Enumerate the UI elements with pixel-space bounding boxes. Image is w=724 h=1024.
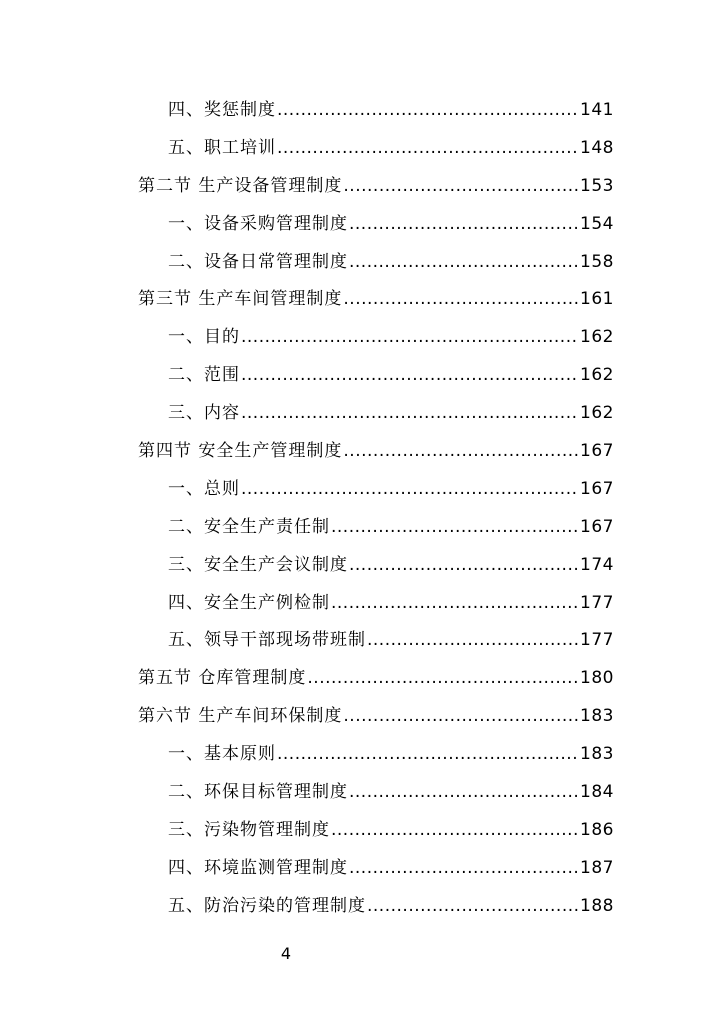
toc-entry-title: 四、环境监测管理制度: [168, 857, 348, 878]
toc-dot-leader: [331, 509, 579, 547]
toc-entry-title: 一、总则: [168, 478, 240, 499]
toc-entry-title: 第三节 生产车间管理制度: [138, 289, 343, 310]
toc-entry-page-number: 177: [580, 592, 614, 613]
toc-entry-title: 三、安全生产会议制度: [168, 554, 348, 575]
toc-subsection-entry[interactable]: [138, 774, 614, 812]
toc-entry-title: 四、奖惩制度: [168, 100, 276, 120]
toc-entry-title: 二、设备日常管理制度: [168, 251, 348, 272]
toc-dot-leader: [349, 244, 579, 282]
toc-entry-page-number: 153: [580, 175, 614, 196]
toc-subsection-entry[interactable]: [138, 622, 614, 660]
toc-entry-page-number: 167: [580, 516, 614, 537]
toc-dot-leader: [349, 774, 579, 812]
toc-entry-page-number: 188: [580, 895, 614, 916]
toc-entry-page-number: 162: [580, 327, 614, 348]
toc-dot-leader: [331, 585, 579, 623]
toc-dot-leader: [241, 471, 579, 509]
toc-entry-page-number: 174: [580, 554, 614, 575]
toc-entry-page-number: 162: [580, 403, 614, 424]
toc-entry-title: 第五节 仓库管理制度: [138, 668, 307, 689]
toc-dot-leader: [307, 660, 579, 698]
toc-entry-page-number: 148: [580, 137, 614, 158]
toc-dot-leader: [343, 168, 579, 206]
toc-entry-title: 第二节 生产设备管理制度: [138, 175, 343, 196]
toc-dot-leader: [367, 622, 579, 660]
toc-section-entry[interactable]: [138, 281, 614, 319]
toc-entry-page-number: 162: [580, 365, 614, 386]
toc-entry-page-number: 180: [580, 668, 614, 689]
toc-entry-page-number: 187: [580, 857, 614, 878]
toc-entry-page-number: 158: [580, 251, 614, 272]
toc-entry-page-number: 186: [580, 819, 614, 840]
toc-subsection-entry[interactable]: [138, 357, 614, 395]
toc-entry-title: 三、内容: [168, 403, 240, 424]
toc-entry-title: 二、安全生产责任制: [168, 516, 330, 537]
toc-entry-title: 五、防治污染的管理制度: [168, 895, 366, 916]
toc-entry-title: 第六节 生产车间环保制度: [138, 706, 343, 727]
toc-entry-page-number: 183: [580, 744, 614, 765]
toc-entry-page-number: 167: [580, 441, 614, 462]
toc-section-entry[interactable]: [138, 660, 614, 698]
toc-entry-title: 三、污染物管理制度: [168, 819, 330, 840]
toc-dot-leader: [349, 850, 579, 888]
toc-subsection-entry[interactable]: [138, 319, 614, 357]
toc-entry-page-number: 161: [580, 289, 614, 310]
toc-entry-page-number: 177: [580, 630, 614, 651]
toc-dot-leader: [343, 698, 579, 736]
toc-entry-title: 一、基本原则: [168, 744, 276, 765]
toc-entry-title: 二、环保目标管理制度: [168, 782, 348, 803]
toc-entry-page-number: 167: [580, 478, 614, 499]
toc-entry-page-number: 183: [580, 706, 614, 727]
toc-entry-page-number: 154: [580, 213, 614, 234]
toc-subsection-entry[interactable]: [138, 812, 614, 850]
toc-entry-title: 第四节 安全生产管理制度: [138, 441, 343, 462]
table-of-contents: [138, 92, 614, 926]
toc-subsection-entry[interactable]: [138, 130, 614, 168]
toc-subsection-entry[interactable]: [138, 395, 614, 433]
toc-dot-leader: [241, 395, 579, 433]
toc-entry-title: 二、范围: [168, 365, 240, 386]
toc-subsection-entry[interactable]: [138, 244, 614, 282]
toc-dot-leader: [343, 433, 579, 471]
toc-entry-title: 一、目的: [168, 327, 240, 348]
toc-subsection-entry[interactable]: [138, 547, 614, 585]
toc-dot-leader: [277, 92, 579, 130]
toc-subsection-entry[interactable]: [138, 92, 614, 130]
toc-dot-leader: [277, 736, 579, 774]
toc-dot-leader: [241, 357, 579, 395]
toc-dot-leader: [349, 547, 579, 585]
toc-subsection-entry[interactable]: [138, 850, 614, 888]
toc-dot-leader: [241, 319, 579, 357]
toc-subsection-entry[interactable]: [138, 206, 614, 244]
toc-entry-page-number: 141: [580, 100, 614, 120]
toc-dot-leader: [343, 281, 579, 319]
toc-subsection-entry[interactable]: [138, 585, 614, 623]
toc-dot-leader: [331, 812, 579, 850]
toc-entry-title: 四、安全生产例检制: [168, 592, 330, 613]
toc-section-entry[interactable]: [138, 433, 614, 471]
toc-entry-title: 一、设备采购管理制度: [168, 213, 348, 234]
toc-subsection-entry[interactable]: [138, 509, 614, 547]
toc-dot-leader: [349, 206, 579, 244]
page-number: 4: [280, 944, 292, 963]
toc-dot-leader: [367, 888, 579, 926]
toc-subsection-entry[interactable]: [138, 471, 614, 509]
toc-dot-leader: [277, 130, 579, 168]
toc-subsection-entry[interactable]: [138, 736, 614, 774]
toc-entry-page-number: 184: [580, 782, 614, 803]
toc-subsection-entry[interactable]: [138, 888, 614, 926]
toc-section-entry[interactable]: [138, 168, 614, 206]
toc-entry-title: 五、职工培训: [168, 137, 276, 158]
toc-entry-title: 五、领导干部现场带班制: [168, 630, 366, 651]
toc-section-entry[interactable]: [138, 698, 614, 736]
